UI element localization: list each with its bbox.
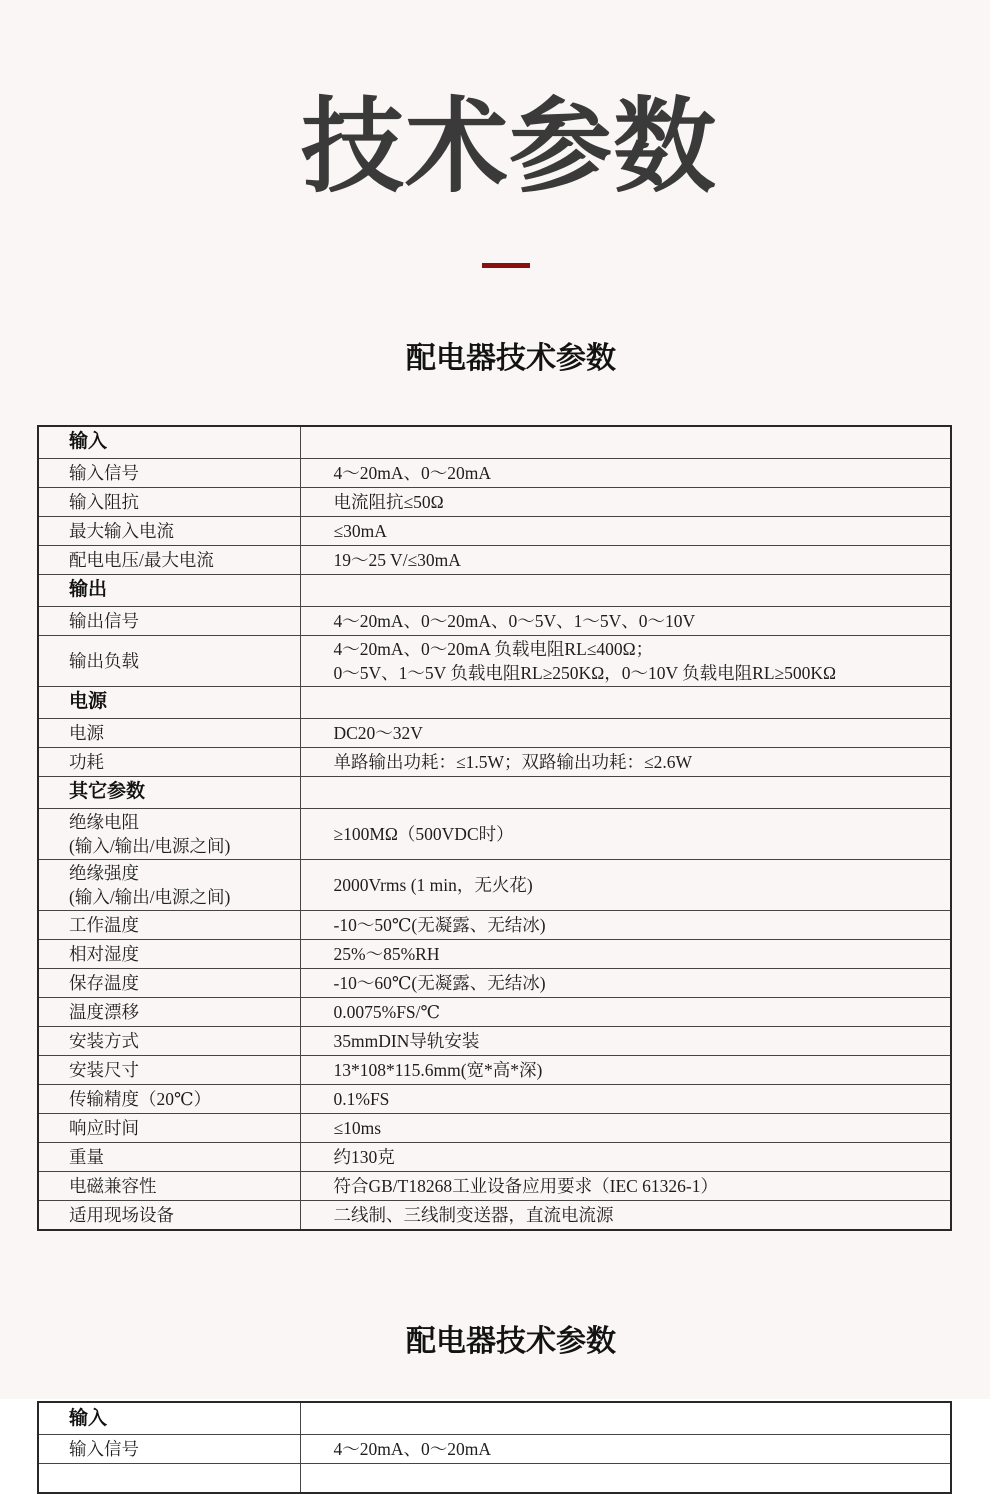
param-label [38,606,300,635]
param-value [300,968,951,997]
param-label-line: 电磁兼容性 [69,1175,157,1196]
table-row [38,487,951,516]
param-value [300,1200,951,1230]
param-label [38,487,300,516]
param-value [300,574,951,606]
param-value [300,747,951,776]
table-row [38,1142,951,1171]
param-label [38,458,300,487]
table-row [38,910,951,939]
param-value-line: 2000Vrms (1 min，无火花) [333,874,533,895]
param-label [38,1026,300,1055]
table-row [38,808,951,859]
page-title: 技术参数 [301,89,717,204]
param-label [38,1200,300,1230]
table-row [38,1171,951,1200]
table-row [38,606,951,635]
param-label [38,1055,300,1084]
param-label [38,1464,300,1494]
table-row [38,1026,951,1055]
param-value-line: 19～25 V/≤30mA [333,549,461,570]
param-label-line: 适用现场设备 [69,1204,174,1225]
param-label-line: 重量 [69,1146,104,1167]
param-label [38,997,300,1026]
section-heading-2: 配电器技术参数 [406,1324,616,1358]
param-label-line: 其它参数 [69,781,146,803]
param-label-line: 传输精度（20℃） [69,1088,212,1109]
param-value-line: -10～60℃(无凝露、无结冰) [333,972,546,993]
param-value [300,1084,951,1113]
table-section-row [38,1402,951,1435]
param-value-line: 0.1%FS [333,1088,390,1109]
param-value [300,1464,951,1494]
table-row [38,545,951,574]
param-label [38,545,300,574]
table-row [38,1464,951,1494]
param-value-line: 4～20mA、0～20mA [333,1439,491,1460]
table-row [38,859,951,910]
param-value [300,545,951,574]
param-label-line: 输入 [69,431,108,453]
param-value [300,1113,951,1142]
table-row [38,997,951,1026]
param-value-line: 电流阻抗≤50Ω [333,491,444,512]
param-value-line: 4～20mA、0～20mA [333,462,491,483]
param-label-line: 输出负载 [69,650,139,671]
param-value [300,1402,951,1435]
param-label [38,776,300,808]
param-label-line: 安装方式 [69,1030,139,1051]
param-label-line: 绝缘强度 [69,862,139,883]
param-label [38,968,300,997]
param-label [38,808,300,859]
param-label [38,1435,300,1464]
param-label [38,1402,300,1435]
param-label-line: 保存温度 [69,972,139,993]
param-label [38,939,300,968]
param-label-line: 最大输入电流 [69,520,174,541]
param-value-line: 25%～85%RH [333,943,440,964]
param-label-line: 配电电压/最大电流 [69,549,214,570]
table-row [38,1435,951,1464]
param-label-line: 功耗 [69,751,104,772]
param-value [300,1435,951,1464]
spec-table-1 [37,425,952,1231]
param-label-line: 输入信号 [69,1439,139,1460]
param-label [38,1142,300,1171]
param-label [38,635,300,686]
table-row [38,1113,951,1142]
param-value [300,426,951,459]
param-value-line: -10～50℃(无凝露、无结冰) [333,914,546,935]
param-value [300,1055,951,1084]
param-value [300,997,951,1026]
param-label [38,718,300,747]
table-row [38,939,951,968]
param-value-line: 35mmDIN导轨安装 [333,1030,480,1051]
param-label-line: 电源 [69,722,104,743]
param-value [300,458,951,487]
table-row [38,718,951,747]
param-label-line: 电源 [69,691,108,713]
section-heading-1: 配电器技术参数 [406,342,616,376]
table-row [38,1084,951,1113]
table-row [38,1200,951,1230]
param-label-line: (输入/输出/电源之间) [69,886,231,907]
param-value [300,808,951,859]
param-value-line: ≥100MΩ（500VDC时） [333,823,514,844]
table-row [38,968,951,997]
param-label-line: 响应时间 [69,1117,139,1138]
param-value-line: ≤10ms [333,1117,382,1138]
param-label [38,686,300,718]
param-value [300,686,951,718]
param-value [300,859,951,910]
param-value-line: 0.0075%FS/℃ [333,1001,441,1022]
param-label-line: 输出信号 [69,610,139,631]
param-label-line: 相对湿度 [69,943,139,964]
param-value [300,1142,951,1171]
table-section-row [38,426,951,459]
param-label-line: 输出 [69,579,108,601]
param-value-line: 二线制、三线制变送器，直流电流源 [333,1204,614,1225]
param-label-line: 温度漂移 [69,1001,139,1022]
param-label-line: (输入/输出/电源之间) [69,835,231,856]
param-label [38,426,300,459]
title-divider [482,263,530,268]
param-value-line: 4～20mA、0～20mA、0～5V、1～5V、0～10V [333,610,696,631]
spec-table-2 [37,1401,952,1494]
table-row [38,516,951,545]
param-value-line: ≤30mA [333,520,387,541]
param-label-line: 输入信号 [69,462,139,483]
param-label-line: 工作温度 [69,914,139,935]
table-row [38,747,951,776]
param-label [38,1084,300,1113]
param-label [38,910,300,939]
param-label-line: 绝缘电阻 [69,811,139,832]
param-value [300,910,951,939]
table-row [38,1055,951,1084]
param-label [38,859,300,910]
param-value [300,1171,951,1200]
param-value [300,487,951,516]
table-section-row [38,686,951,718]
param-label [38,747,300,776]
table-section-row [38,776,951,808]
param-value-line: 约130克 [333,1146,395,1167]
param-value [300,939,951,968]
table-row [38,635,951,686]
param-label-line: 输入 [69,1407,108,1429]
table-section-row [38,574,951,606]
param-value-line: 0～5V、1～5V 负载电阻RL≥250KΩ，0～10V 负载电阻RL≥500KΩ [333,662,837,683]
param-label [38,516,300,545]
table-row [38,458,951,487]
param-value [300,516,951,545]
param-value [300,1026,951,1055]
param-label [38,1171,300,1200]
param-value [300,606,951,635]
param-value [300,718,951,747]
param-label-line: 安装尺寸 [69,1059,139,1080]
param-value-line: 13*108*115.6mm(宽*高*深) [333,1059,543,1080]
param-value-line: 单路输出功耗：≤1.5W；双路输出功耗：≤2.6W [333,751,692,772]
param-value-line: DC20～32V [333,722,423,743]
param-value-line: 4～20mA、0～20mA 负载电阻RL≤400Ω； [333,638,654,659]
param-label [38,1113,300,1142]
param-label [38,574,300,606]
param-value-line: 符合GB/T18268工业设备应用要求（IEC 61326-1） [333,1175,719,1196]
param-value [300,776,951,808]
param-label-line: 输入阻抗 [69,491,139,512]
param-value [300,635,951,686]
